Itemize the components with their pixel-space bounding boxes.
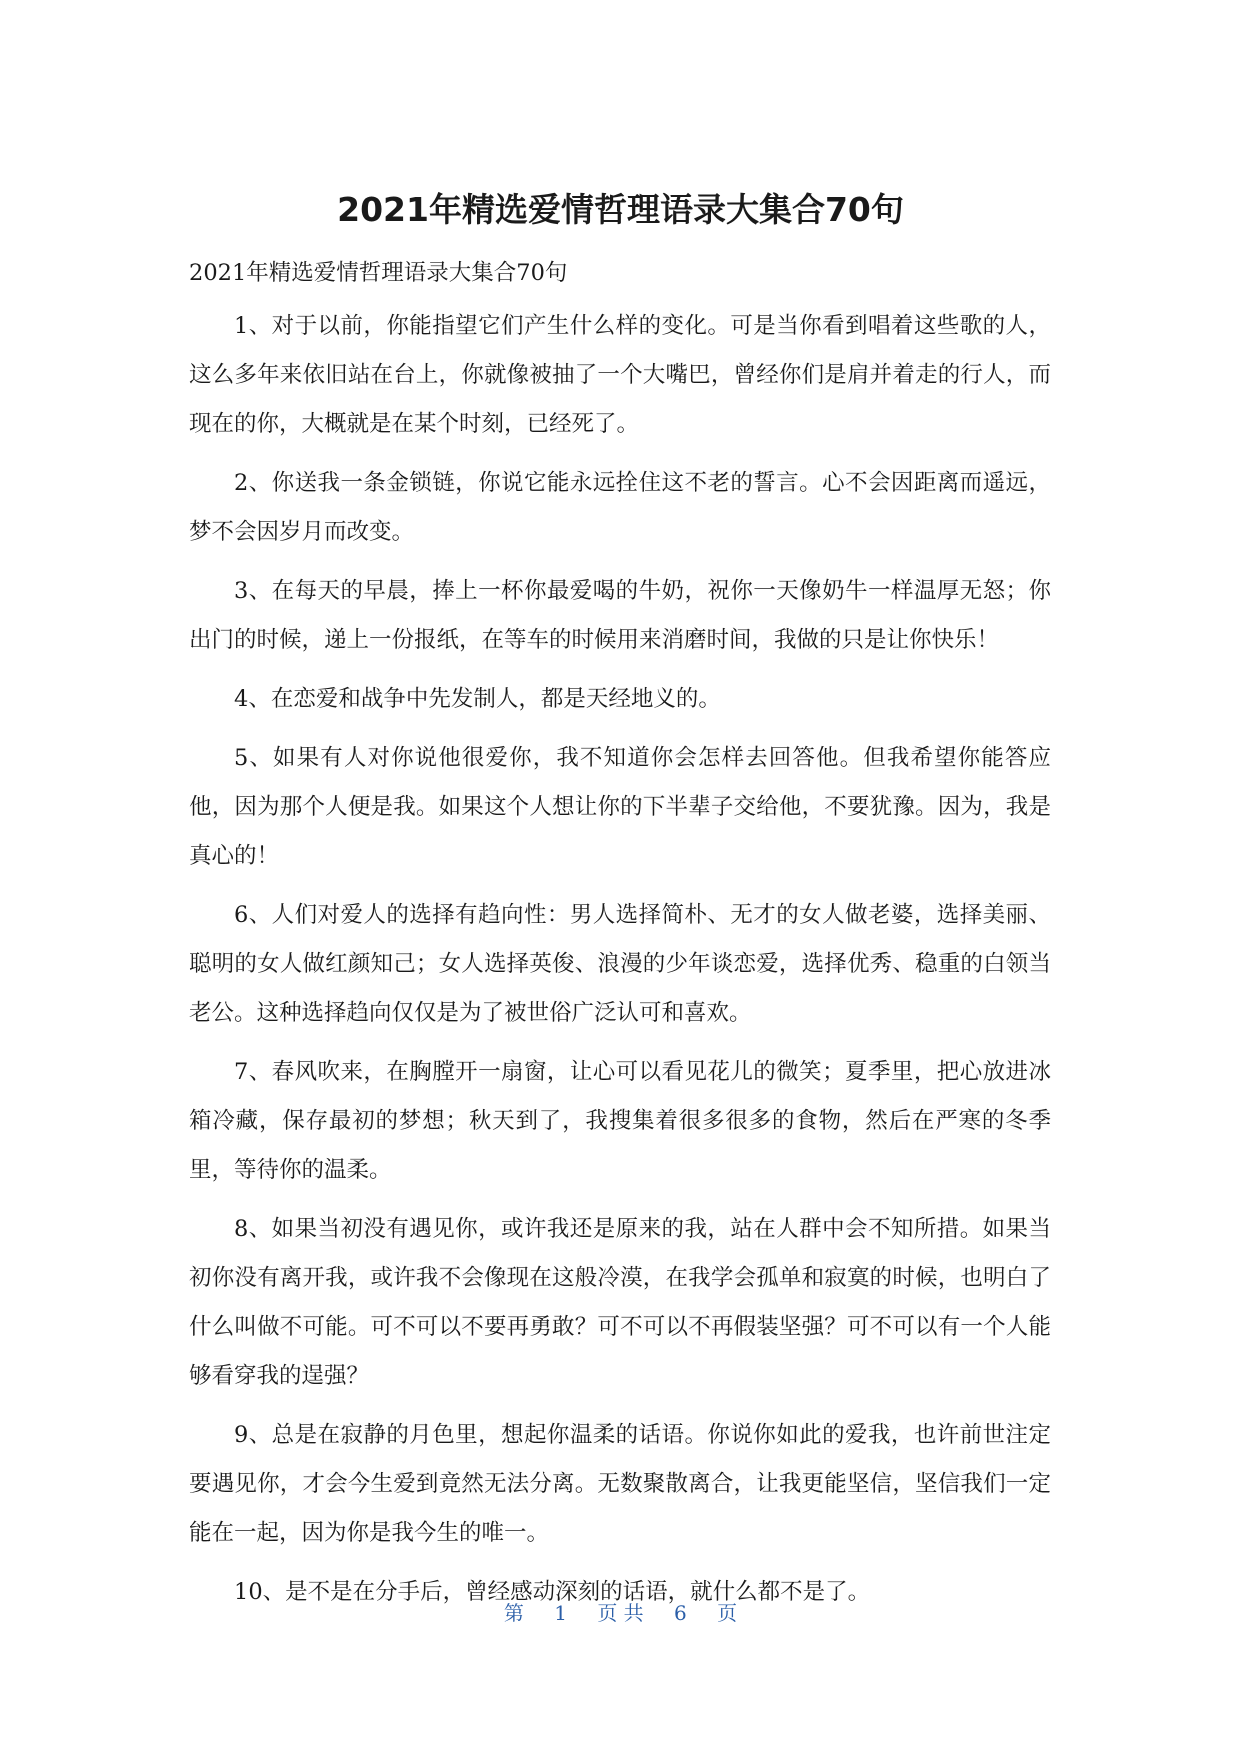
quote-entry-6: 6、人们对爱人的选择有趋向性：男人选择简朴、无才的女人做老婆，选择美丽、聪明的女人做红颜知己；女人选择英俊、浪漫的少年谈恋爱，选择优秀、稳重的白领当老公。这种选择趋向仅仅是为了被世俗广泛认可和喜欢。 (189, 902, 1051, 1026)
document-subtitle: 2021年精选爱情哲理语录大集合70句 (189, 260, 568, 286)
quote-entry-9: 9、总是在寂静的月色里，想起你温柔的话语。你说你如此的爱我，也许前世注定要遇见你，才会今生爱到竟然无法分离。无数聚散离合，让我更能坚信，坚信我们一定能在一起，因为你是我今生的唯一。 (189, 1422, 1051, 1546)
page-footer (0, 1599, 1241, 1627)
quote-entry-1: 1、对于以前，你能指望它们产生什么样的变化。可是当你看到唱着这些歌的人，这么多年来依旧站在台上，你就像被抽了一个大嘴巴，曾经你们是肩并着走的行人，而现在的你，大概就是在某个时刻，已经死了。 (189, 313, 1051, 437)
footer-label-end: 页 (717, 1601, 738, 1625)
document-body (189, 254, 1051, 1627)
footer-label-page: 第 (503, 1601, 524, 1625)
document-title: 2021年精选爱情哲理语录大集合70句 (337, 190, 904, 229)
quote-entry-10: 10、是不是在分手后，曾经感动深刻的话语，就什么都不是了。 (234, 1579, 871, 1605)
quote-entry-7: 7、春风吹来，在胸膛开一扇窗，让心可以看见花儿的微笑；夏季里，把心放进冰箱冷藏，保存最初的梦想；秋天到了，我搜集着很多很多的食物，然后在严寒的冬季里，等待你的温柔。 (189, 1059, 1051, 1183)
quote-entry-2: 2、你送我一条金锁链，你说它能永远拴住这不老的誓言。心不会因距离而遥远，梦不会因岁月而改变。 (189, 470, 1051, 545)
quote-entry-8: 8、如果当初没有遇见你，或许我还是原来的我，站在人群中会不知所措。如果当初你没有离开我，或许我不会像现在这般冷漠，在我学会孤单和寂寞的时候，也明白了什么叫做不可能。可不可以不要再勇敢？可不可以不再假装坚强？可不可以有一个人能够看穿我的逞强？ (189, 1216, 1051, 1389)
footer-total-pages: 6 (674, 1601, 687, 1625)
quote-entry-5: 5、如果有人对你说他很爱你，我不知道你会怎样去回答他。但我希望你能答应他，因为那个人便是我。如果这个人想让你的下半辈子交给他，不要犹豫。因为，我是真心的！ (189, 745, 1051, 869)
quote-entry-4: 4、在恋爱和战争中先发制人，都是天经地义的。 (234, 686, 721, 712)
footer-label-of: 页 共 (597, 1601, 644, 1625)
footer-current-page: 1 (554, 1601, 567, 1625)
quote-entry-3: 3、在每天的早晨，捧上一杯你最爱喝的牛奶，祝你一天像奶牛一样温厚无怒；你出门的时候，递上一份报纸，在等车的时候用来消磨时间，我做的只是让你快乐！ (189, 578, 1051, 653)
